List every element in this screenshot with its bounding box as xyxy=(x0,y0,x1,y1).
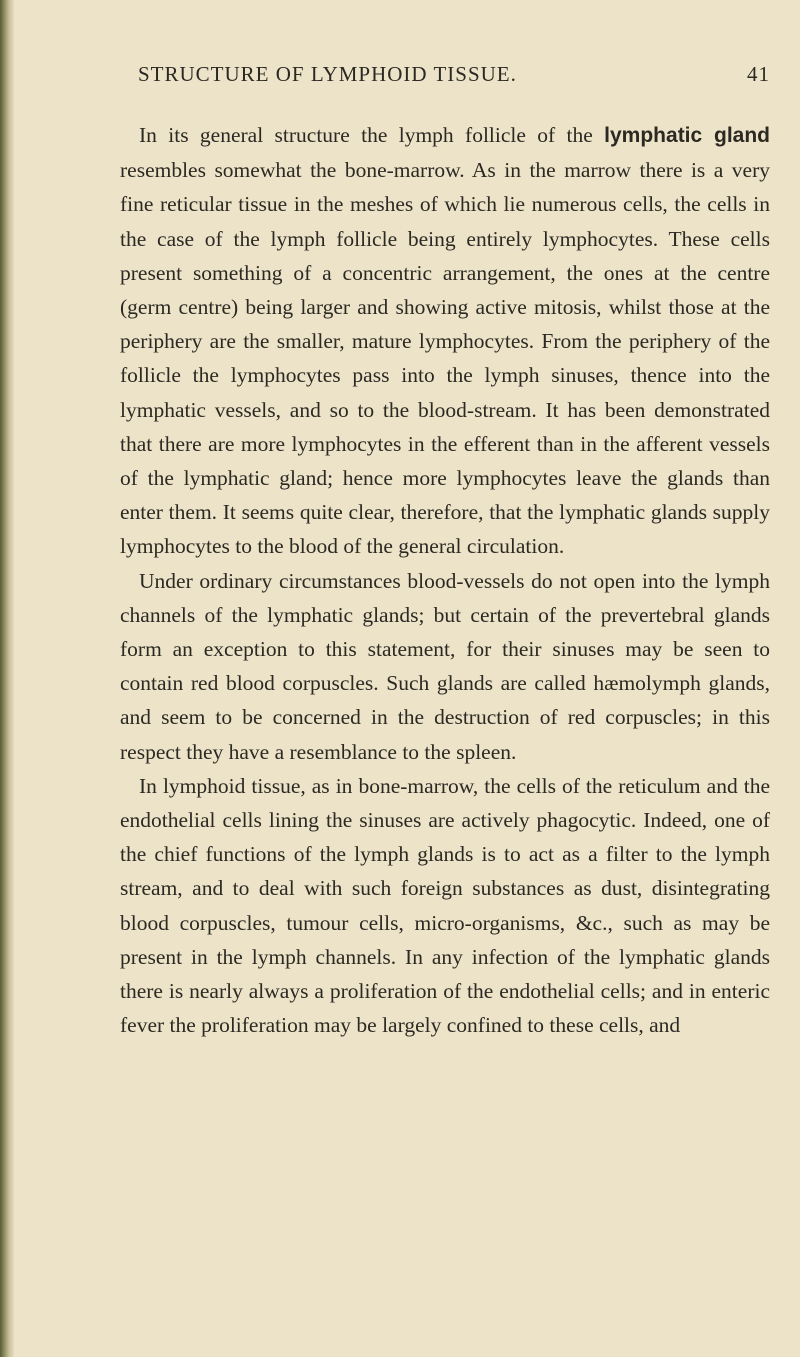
body-text xyxy=(120,118,770,1042)
paragraph-3: In lymphoid tissue, as in bone-marrow, the cells of the reticulum and the endothelial cells lining the sinuses are actively phagocytic. Indeed, one of the chief functions of the lymph glands is to act as a filter to the lymph stream, and to deal with such foreign substances as dust, disintegrating blood corpuscles, tumour cells, micro-organisms, &c., such as may be present in the lymph channels. In any infection of the lymphatic glands there is nearly always a proliferation of the endothelial cells; and in enteric fever the proliferation may be largely confined to these cells, and xyxy=(120,773,770,1038)
book-binding-edge xyxy=(0,0,14,1357)
paragraph-1-rest: resembles somewhat the bone-marrow. As in the marrow there is a very fine reticular tissue in the meshes of which lie numerous cells, the cells in the case of the lymph follicle being entirely lymphocytes. These cells present something of a concentric arrangement, the ones at the centre (germ centre) being larger and showing active mitosis, whilst those at the periphery are the smaller, mature lymphocytes. From the periphery of the follicle the lymphocytes pass into the lymph sinuses, thence into the lymphatic vessels, and so to the blood-stream. It has been demonstrated that there are more lymphocytes in the efferent than in the afferent vessels of the lymphatic gland; hence more lymphocytes leave the glands than enter them. It seems quite clear, therefore, that the lymphatic glands supply lymphocytes to the blood of the general circulation. xyxy=(120,158,770,559)
paragraph-1 xyxy=(120,118,770,564)
page-number: 41 xyxy=(747,62,770,86)
paragraph-1-start: In its general structure the lymph follicle of the xyxy=(139,123,605,147)
emphasized-term: lymphatic gland xyxy=(604,124,771,147)
paragraph-2: Under ordinary circumstances blood-vessels do not open into the lymph channels of the lymphatic glands; but certain of the prevertebral glands form an exception to this statement, for their sinuses may be seen to contain red blood corpuscles. Such glands are called hæmolymph glands, and seem to be concerned in the destruction of red corpuscles; in this respect they have a resemblance to the spleen. xyxy=(120,568,770,764)
running-title: STRUCTURE OF LYMPHOID TISSUE. xyxy=(138,62,517,86)
